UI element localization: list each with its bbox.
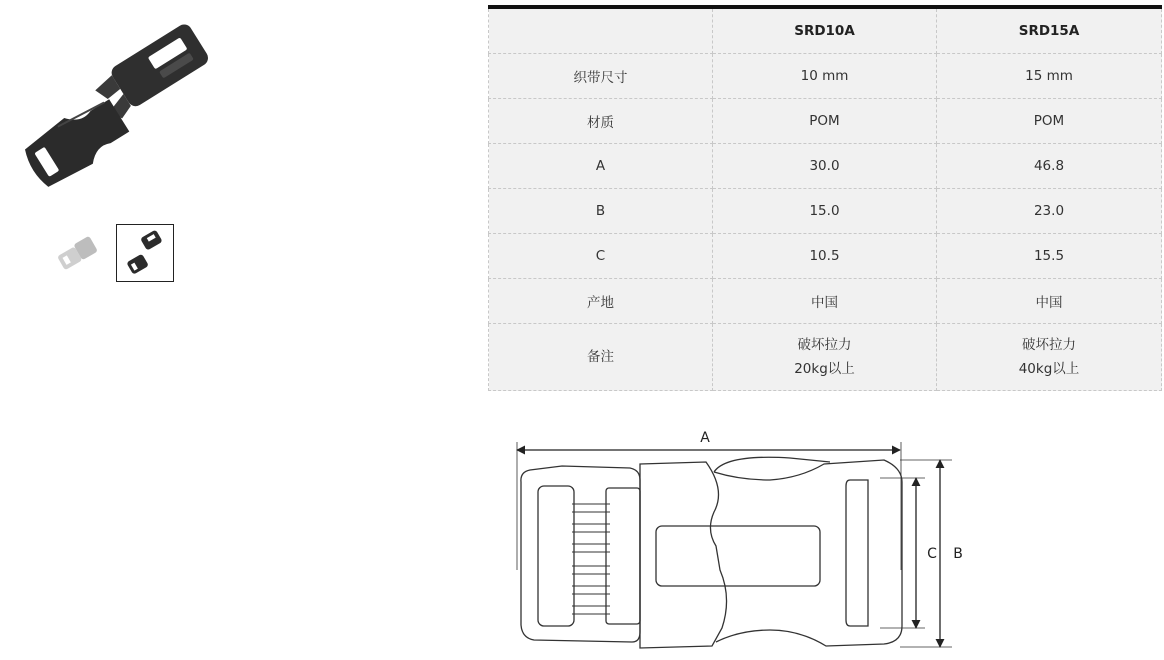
row-label: A: [489, 144, 713, 189]
buckle-photo-icon: [8, 10, 228, 200]
buckle-outline-drawing: [500, 420, 980, 656]
row-value: 15.0: [713, 189, 937, 234]
row-value: POM: [937, 99, 1162, 144]
header-cell-empty: [489, 7, 713, 54]
dimension-drawing: [500, 420, 980, 656]
row-value: 23.0: [937, 189, 1162, 234]
header-cell-srd15a: SRD15A: [937, 7, 1162, 54]
row-value: [937, 324, 1162, 391]
row-value-line: 破坏拉力: [1022, 337, 1076, 353]
table-row: [489, 279, 1162, 324]
row-label: 材质: [489, 99, 713, 144]
product-gallery: [0, 0, 240, 300]
row-value: 10 mm: [713, 54, 937, 99]
row-value-line: 破坏拉力: [797, 337, 852, 353]
row-label: B: [489, 189, 713, 234]
table-row: [489, 189, 1162, 234]
dimension-label-b: B: [953, 546, 963, 562]
row-label: C: [489, 234, 713, 279]
row-value: 10.5: [713, 234, 937, 279]
table-row: [489, 99, 1162, 144]
thumbnail-black-buckle[interactable]: [116, 224, 174, 282]
row-value: 30.0: [713, 144, 937, 189]
dimension-label-c: C: [927, 546, 937, 562]
black-buckle-icon: [120, 228, 170, 278]
row-label: 备注: [489, 324, 713, 391]
row-label: 织带尺寸: [489, 54, 713, 99]
row-value: [713, 324, 937, 391]
row-value: 中国: [937, 279, 1162, 324]
row-value: POM: [713, 99, 937, 144]
thumbnail-strip: [48, 224, 174, 282]
table-row: [489, 234, 1162, 279]
white-buckle-icon: [52, 228, 102, 278]
row-label: 产地: [489, 279, 713, 324]
spec-table-wrapper: [488, 5, 1160, 391]
row-value: 15 mm: [937, 54, 1162, 99]
table-row: [489, 324, 1162, 391]
row-value-line: 40kg以上: [1018, 361, 1080, 377]
row-value: 中国: [713, 279, 937, 324]
row-value: 46.8: [937, 144, 1162, 189]
spec-table: [488, 5, 1162, 391]
row-value: 15.5: [937, 234, 1162, 279]
table-row: [489, 54, 1162, 99]
dimension-label-a: A: [700, 430, 710, 446]
table-header-row: [489, 7, 1162, 54]
thumbnail-white-buckle[interactable]: [48, 224, 106, 282]
header-cell-srd10a: SRD10A: [713, 7, 937, 54]
main-product-image: [8, 10, 228, 200]
table-row: [489, 144, 1162, 189]
row-value-line: 20kg以上: [794, 361, 855, 377]
